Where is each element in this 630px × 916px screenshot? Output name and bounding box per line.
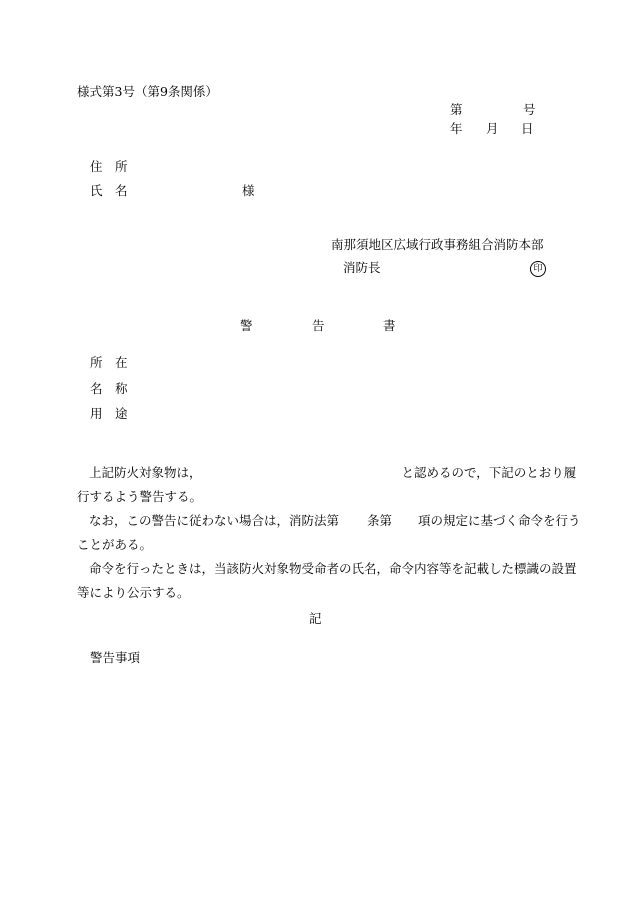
recipient-name-label: 氏 名 <box>90 183 128 198</box>
date-day: 日 <box>521 121 534 136</box>
p2-part-a: なお，この警告に従わない場合は，消防法第 <box>89 513 340 528</box>
recipient-address-label: 住 所 <box>90 159 128 174</box>
date-month: 月 <box>486 121 499 136</box>
date-year: 年 <box>450 121 463 136</box>
doc-number-prefix: 第 <box>450 102 463 117</box>
body-line-1 <box>77 461 577 485</box>
body-line-3 <box>77 509 581 533</box>
warning-items-label: 警告事項 <box>90 650 141 665</box>
target-location-label: 所 在 <box>90 355 128 370</box>
title-char-1: 警 <box>240 318 253 333</box>
ki-heading: 記 <box>309 611 322 626</box>
body-line-2: 行するよう警告する。 <box>77 489 203 504</box>
target-use-label: 用 途 <box>90 406 128 421</box>
recipient-honorific: 様 <box>242 183 255 198</box>
issuer-title: 消防長 <box>343 260 381 275</box>
body-line-6: 等により公示する。 <box>77 585 190 600</box>
form-number: 様式第3号（第9条関係） <box>77 84 218 99</box>
title-char-3: 書 <box>383 318 396 333</box>
doc-number-suffix: 号 <box>523 102 536 117</box>
p2-part-c: 項の規定に基づく命令を行う <box>418 513 581 528</box>
body-line-5: 命令を行ったときは，当該防火対象物受命者の氏名，命令内容等を記載した標識の設置 <box>89 561 577 576</box>
target-name-label: 名 称 <box>90 381 128 396</box>
body-line-4: ことがある。 <box>77 537 153 552</box>
p1-start: 上記防火対象物は， <box>89 465 202 480</box>
issuer-organization: 南那須地区広域行政事務組合消防本部 <box>331 237 544 252</box>
body-paragraphs <box>77 461 581 605</box>
p1-end: と認めるので，下記のとおり履 <box>401 465 577 480</box>
title-char-2: 告 <box>312 318 325 333</box>
seal-mark: 印 <box>530 261 546 277</box>
p2-part-b: 条第 <box>367 513 393 528</box>
